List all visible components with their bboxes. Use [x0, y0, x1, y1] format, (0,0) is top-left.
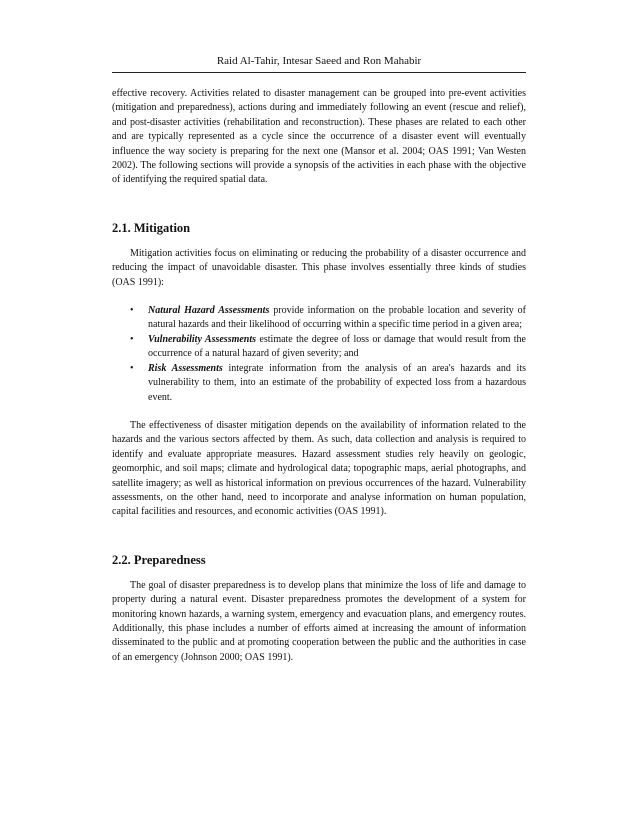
- bullet-symbol: •: [130, 305, 134, 317]
- bullet-text: integrate information from the analysis of an area's hazards and its vulnerability to them, into an estimate of the probability of expected loss from a hazardous event.: [148, 362, 526, 403]
- preparedness-paragraph: The goal of disaster preparedness is to develop plans that minimize the loss of life and damage to property during a natural event. Disaster preparedness promotes the development of a system for monitoring known hazards, a warning system, emergency and evacuation plans, and emergency routes. Additionally, this phase includes a number of efforts aimed at increasing the amount of information disseminated to the public and at promoting cooperation between the public and the authorities in case of an emergency (Johnson 2000; OAS 1991).: [112, 579, 526, 663]
- bullet-text: provide information on the probable location and severity of natural hazards and their likelihood of occurring within a specific time period in a given area;: [148, 305, 526, 331]
- bullet-term: Risk Assessments: [148, 362, 223, 374]
- mitigation-paragraph-2: The effectiveness of disaster mitigation depends on the availability of information related to the hazards and the various sectors affected by them. As such, data collection and analysis is required to identify and evaluate appropriate measures. Hazard assessment studies rely heavily on geologic, geomorphic, and soil maps; climate and hydrological data; topographic maps, aerial photographs, and satellite imagery; as well as historical information on previous occurrences of the hazard. Vulnerability assessments, on the other hand, need to incorporate and analyse information on human population, capital facilities and resources, and economic activities (OAS 1991).: [112, 419, 526, 518]
- header-rule: [112, 72, 526, 73]
- body-text: [112, 87, 526, 665]
- bullet-symbol: •: [130, 333, 134, 345]
- bullet-term: Natural Hazard Assessments: [148, 305, 270, 317]
- bullet-symbol: •: [130, 362, 134, 374]
- bullet-item-hazard: [112, 304, 526, 333]
- section-heading-preparedness: 2.2. Preparedness: [112, 552, 206, 567]
- mitigation-bullet-list: [112, 304, 526, 405]
- section-heading-mitigation: 2.1. Mitigation: [112, 220, 191, 235]
- bullet-text: estimate the degree of loss or damage that would result from the occurrence of a natural hazard of given severity; and: [148, 333, 526, 360]
- bullet-item-vulnerability: [112, 333, 526, 362]
- running-head: Raid Al-Tahir, Intesar Saeed and Ron Mahabir: [216, 55, 422, 67]
- bullet-item-risk: [112, 362, 526, 405]
- bullet-term: Vulnerability Assessments: [148, 333, 257, 345]
- mitigation-paragraph-1: Mitigation activities focus on eliminating or reducing the probability of a disaster occurrence and reducing the impact of unavoidable disaster. This phase involves essentially three kinds of studies (OAS 1991):: [112, 247, 526, 288]
- intro-paragraph: effective recovery. Activities related to disaster management can be grouped into pre-event activities (mitigation and preparedness), actions during and immediately following an event (rescue and relief), and post-disaster activities (rehabilitation and reconstruction). These phases are related to each other and are typically represented as a cycle since the occurrence of a disaster event will eventually influence the way society is preparing for the next one (Mansor et al. 2004; OAS 1991; Van Westen 2002). The following sections will provide a synopsis of the activities in each phase with the objective of identifying the required spatial data.: [112, 88, 526, 186]
